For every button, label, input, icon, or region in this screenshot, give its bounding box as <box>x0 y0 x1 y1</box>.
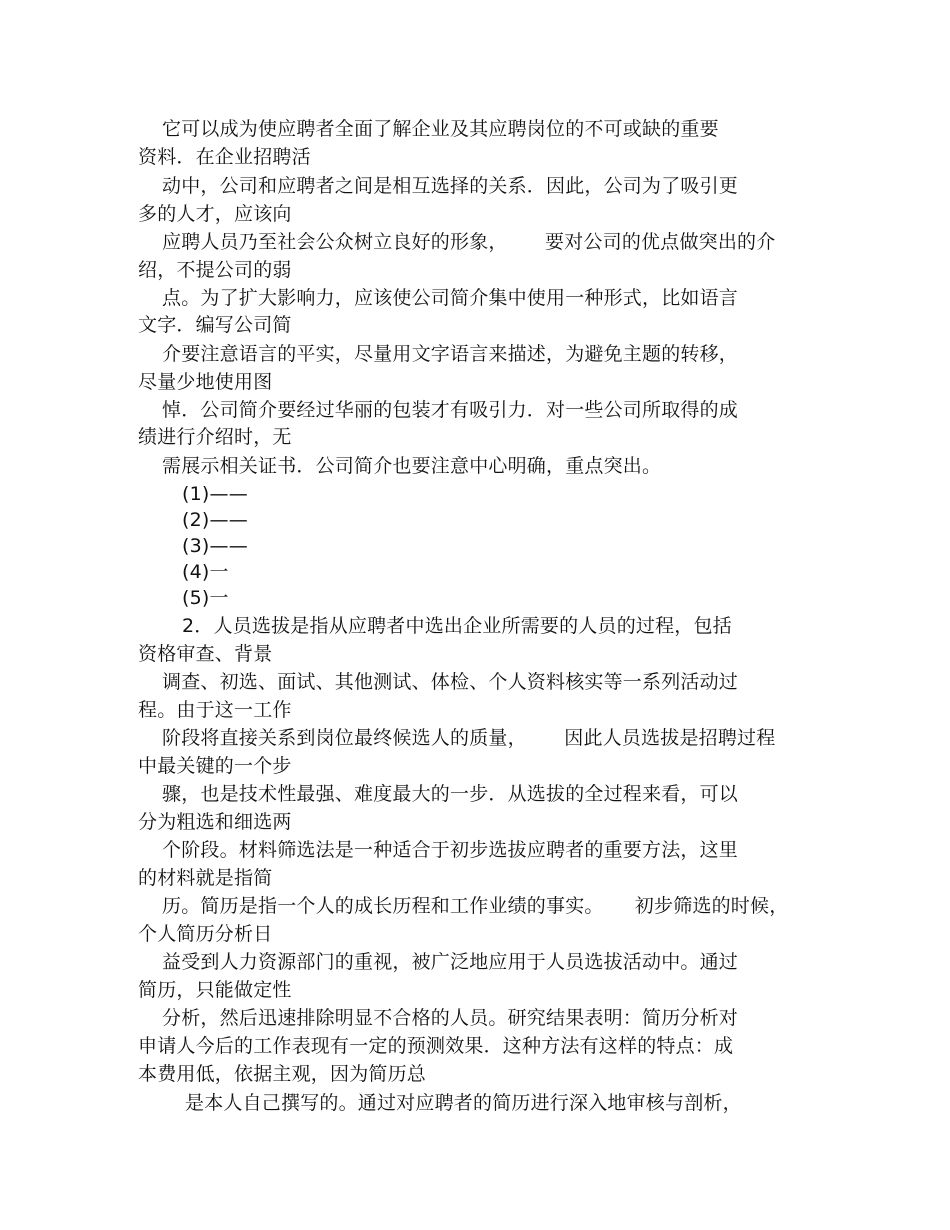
text-line: 尽量少地使用图 <box>138 371 273 393</box>
list-item: (3)—— <box>182 535 248 557</box>
text-line: 点。为了扩大影响力，应该使公司简介集中使用一种形式，比如语言 <box>162 287 739 309</box>
text-line: 骤，也是技术性最强、难度最大的一步．从选拔的全过程来看，可以 <box>162 783 739 805</box>
text-line: 个人简历分析日 <box>138 923 273 945</box>
text-line: 本费用低，依据主观，因为简历总 <box>138 1063 427 1085</box>
text-line: 分析，然后迅速排除明显不合格的人员。研究结果表明：简历分析对 <box>162 1007 739 1029</box>
text-line: 程。由于这一工作 <box>138 699 292 721</box>
text-line: 资料．在企业招聘活 <box>138 146 311 168</box>
list-item: (1)—— <box>182 483 248 505</box>
text-line: 绍，不提公司的弱 <box>138 259 292 281</box>
list-item: (5)一 <box>182 587 229 609</box>
text-line: 中最关键的一个步 <box>138 755 292 777</box>
text-line: 文字．编写公司简 <box>138 314 292 336</box>
text-line: 资格审查、背景 <box>138 643 273 665</box>
text-line: 个阶段。材料筛选法是一种适合于初步选拔应聘者的重要方法，这里 <box>162 839 739 861</box>
text-line: 调查、初选、面试、其他测试、体检、个人资料核实等一系列活动过 <box>162 671 739 693</box>
text-line: 它可以成为使应聘者全面了解企业及其应聘岗位的不可或缺的重要 <box>162 118 719 140</box>
text-line: 需展示相关证书．公司简介也要注意中心明确，重点突出。 <box>162 455 662 477</box>
text-line: 简历，只能做定性 <box>138 979 292 1001</box>
text-line: 多的人才，应该向 <box>138 203 292 225</box>
list-item: (4)一 <box>182 561 229 583</box>
text-line: 历。简历是指一个人的成长历程和工作业绩的事实。 初步筛选的时候， <box>162 895 789 917</box>
text-line: 阶段将直接关系到岗位最终候选人的质量， 因此人员选拔是招聘过程 <box>162 727 776 749</box>
text-line: 绩进行介绍时，无 <box>138 426 292 448</box>
text-line: 介要注意语言的平实，尽量用文字语言来描述，为避免主题的转移， <box>162 343 739 365</box>
text-line: 悼．公司简介要经过华丽的包装才有吸引力．对一些公司所取得的成 <box>162 399 739 421</box>
text-line: 分为粗选和细选两 <box>138 811 292 833</box>
text-line: 动中，公司和应聘者之间是相互选择的关系．因此，公司为了吸引更 <box>162 175 739 197</box>
text-line: 的材料就是指简 <box>138 867 273 889</box>
text-line: 是本人自己撰写的。通过对应聘者的简历进行深入地审核与剖析， <box>185 1092 742 1114</box>
text-line: 2．人员选拔是指从应聘者中选出企业所需要的人员的过程，包括 <box>182 615 732 637</box>
text-line: 应聘人员乃至社会公众树立良好的形象， 要对公司的优点做突出的介 <box>162 231 776 253</box>
list-item: (2)—— <box>182 509 248 531</box>
text-line: 益受到人力资源部门的重视，被广泛地应用于人员选拔活动中。通过 <box>162 951 739 973</box>
text-line: 申请人今后的工作表现有一定的预测效果．这种方法有这样的特点：成 <box>138 1035 734 1057</box>
